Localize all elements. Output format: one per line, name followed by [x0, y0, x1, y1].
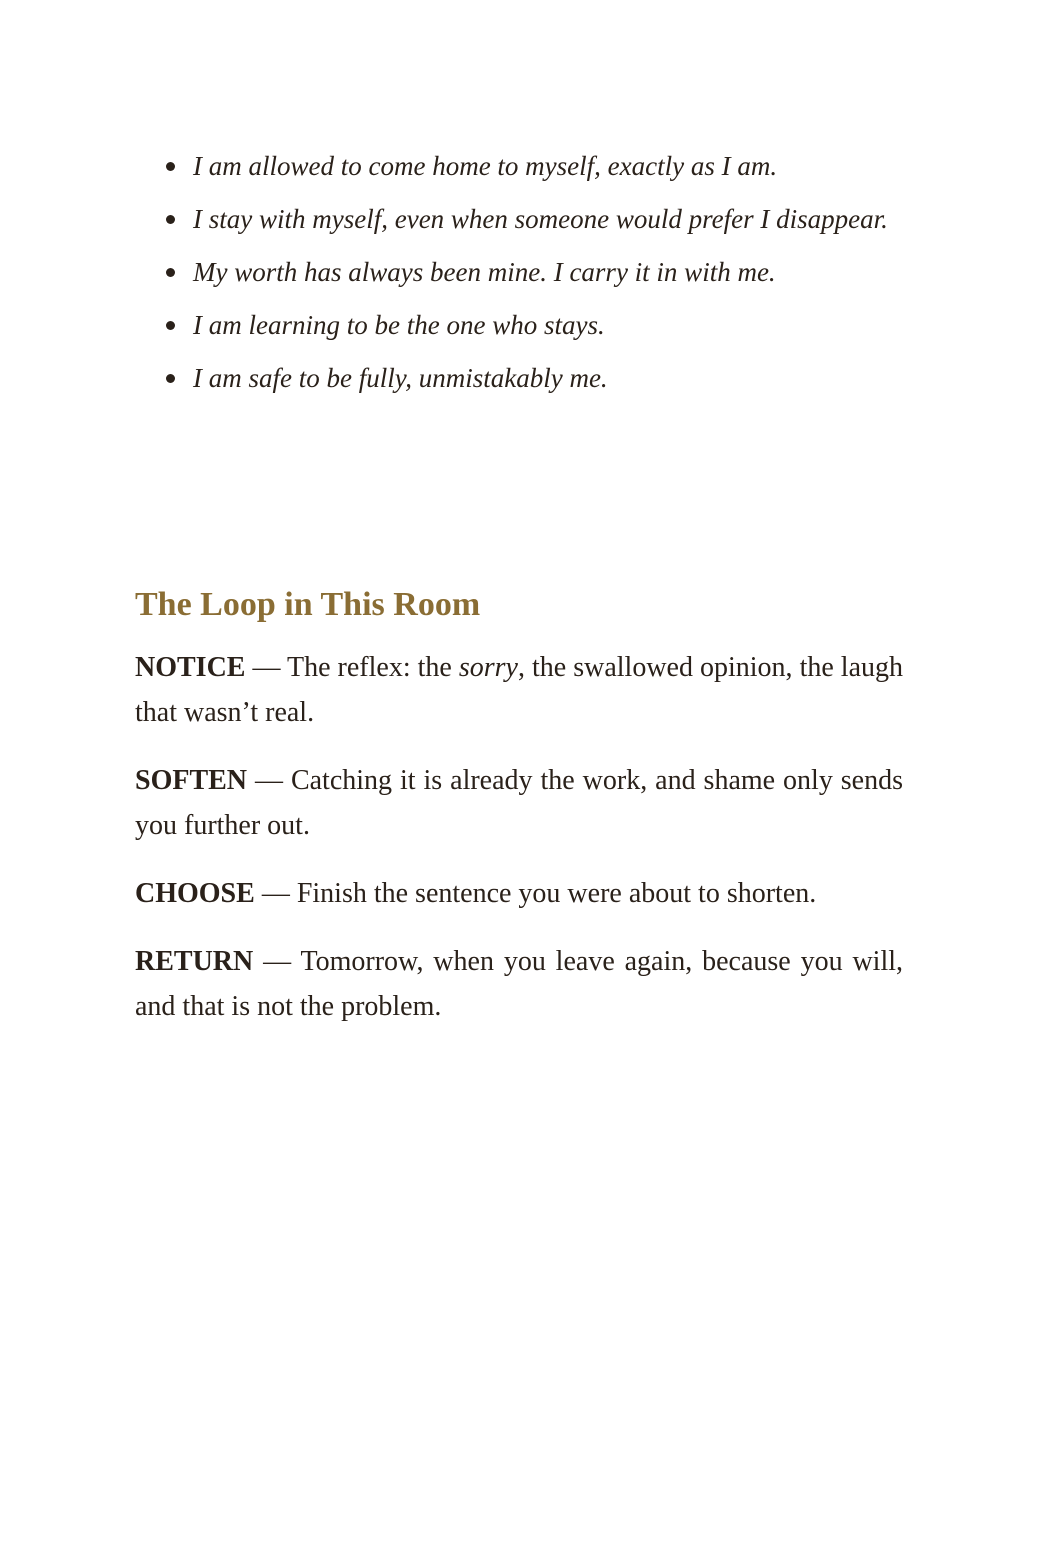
step-text: Finish the sentence you were about to shorten. [296, 878, 817, 909]
step-dash: — [254, 878, 297, 909]
section-title: The Loop in This Room [135, 586, 481, 623]
bullet-icon [166, 215, 175, 224]
step-term: CHOOSE [135, 878, 255, 909]
step-return [135, 939, 903, 1029]
step-soften [135, 758, 903, 848]
step-text: , the swallowed opinion, the laugh that wasn’t real. [135, 652, 903, 728]
step-notice [135, 645, 903, 735]
step-emphasis: sorry [458, 652, 518, 683]
list-item [135, 250, 903, 295]
step-term: SOFTEN [135, 765, 248, 796]
affirmation-text: My worth has always been mine. I carry it in with me. [193, 257, 776, 287]
loop-steps [135, 645, 903, 1052]
affirmation-text: I am safe to be fully, unmistakably me. [193, 363, 608, 393]
affirmation-text: I am allowed to come home to myself, exactly as I am. [193, 151, 778, 181]
list-item [135, 144, 903, 189]
step-choose [135, 871, 903, 916]
bullet-icon [166, 162, 175, 171]
bullet-icon [166, 374, 175, 383]
step-text: The reflex: the [287, 652, 459, 683]
affirmation-list [135, 144, 903, 409]
bullet-icon [166, 268, 175, 277]
bullet-icon [166, 321, 175, 330]
step-text: Tomorrow, when you leave again, because you will, and that is not the problem. [135, 946, 903, 1022]
step-dash: — [247, 765, 291, 796]
step-text: Catching it is already the work, and shame only sends you further out. [135, 765, 904, 841]
list-item [135, 303, 903, 348]
affirmation-text: I stay with myself, even when someone would prefer I disappear. [193, 204, 888, 234]
step-dash: — [245, 652, 287, 683]
list-item [135, 197, 903, 242]
step-dash: — [253, 946, 301, 977]
list-item [135, 356, 903, 401]
step-term: RETURN [135, 946, 254, 977]
step-term: NOTICE [135, 652, 246, 683]
affirmation-text: I am learning to be the one who stays. [193, 310, 605, 340]
